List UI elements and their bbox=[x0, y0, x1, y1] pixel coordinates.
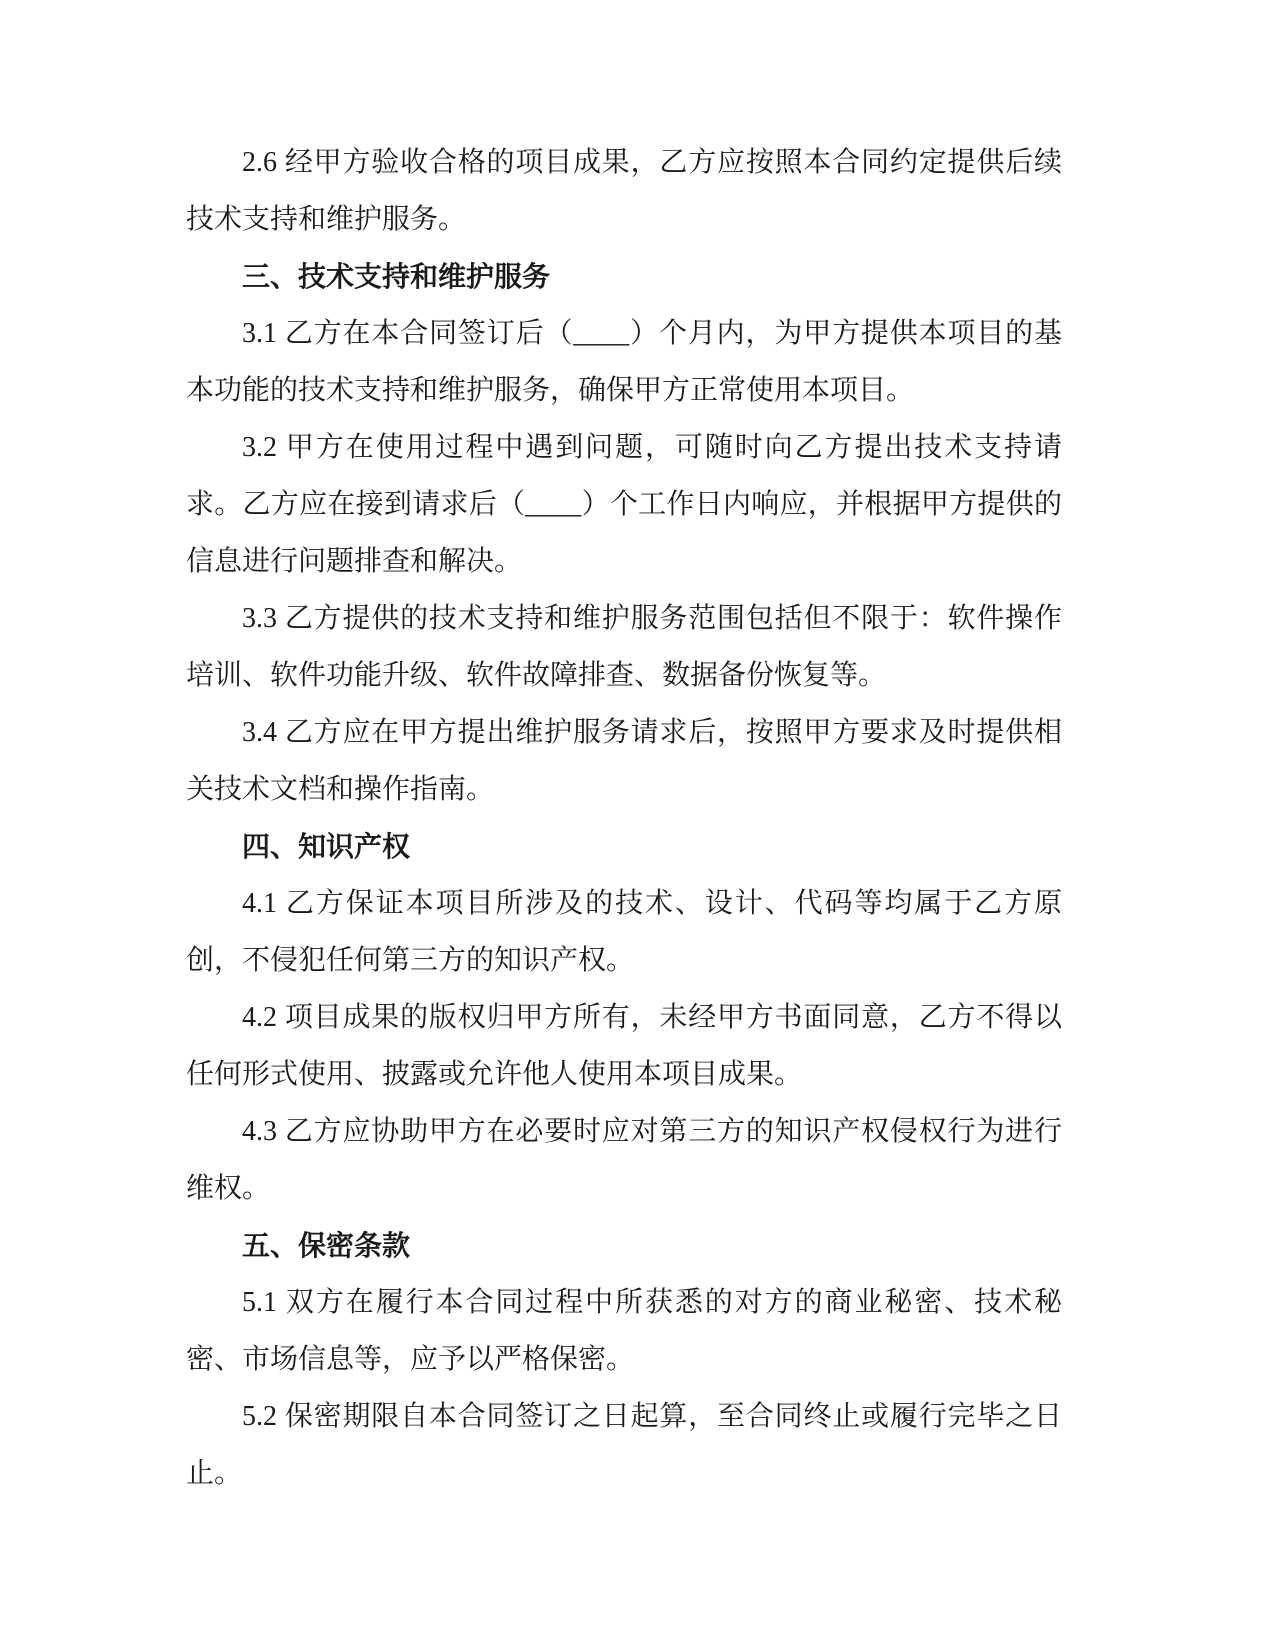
body-paragraph: 5.1 双方在履行本合同过程中所获悉的对方的商业秘密、技术秘密、市场信息等，应予以严格保密。 bbox=[186, 1287, 1062, 1375]
section-heading: 五、保密条款 bbox=[242, 1230, 411, 1261]
body-paragraph: 4.2 项目成果的版权归甲方所有，未经甲方书面同意，乙方不得以任何形式使用、披露或允许他人使用本项目成果。 bbox=[186, 1002, 1062, 1090]
body-paragraph: 3.2 甲方在使用过程中遇到问题，可随时向乙方提出技术支持请求。乙方应在接到请求后（____）个工作日内响应，并根据甲方提供的信息进行问题排查和解决。 bbox=[186, 432, 1062, 577]
body-paragraph: 3.4 乙方应在甲方提出维护服务请求后，按照甲方要求及时提供相关技术文档和操作指南。 bbox=[186, 717, 1062, 805]
body-paragraph: 3.3 乙方提供的技术支持和维护服务范围包括但不限于：软件操作培训、软件功能升级、软件故障排查、数据备份恢复等。 bbox=[186, 603, 1062, 691]
contract-text-block bbox=[186, 134, 1062, 1502]
body-paragraph: 4.3 乙方应协助甲方在必要时应对第三方的知识产权侵权行为进行维权。 bbox=[186, 1116, 1062, 1204]
section-heading: 三、技术支持和维护服务 bbox=[242, 261, 551, 292]
section-heading: 四、知识产权 bbox=[242, 831, 411, 862]
body-paragraph: 5.2 保密期限自本合同签订之日起算，至合同终止或履行完毕之日止。 bbox=[186, 1401, 1062, 1489]
body-paragraph: 3.1 乙方在本合同签订后（____）个月内，为甲方提供本项目的基本功能的技术支持和维护服务，确保甲方正常使用本项目。 bbox=[186, 318, 1062, 406]
body-paragraph: 4.1 乙方保证本项目所涉及的技术、设计、代码等均属于乙方原创，不侵犯任何第三方的知识产权。 bbox=[186, 888, 1062, 976]
body-paragraph: 2.6 经甲方验收合格的项目成果，乙方应按照本合同约定提供后续技术支持和维护服务。 bbox=[186, 147, 1062, 235]
